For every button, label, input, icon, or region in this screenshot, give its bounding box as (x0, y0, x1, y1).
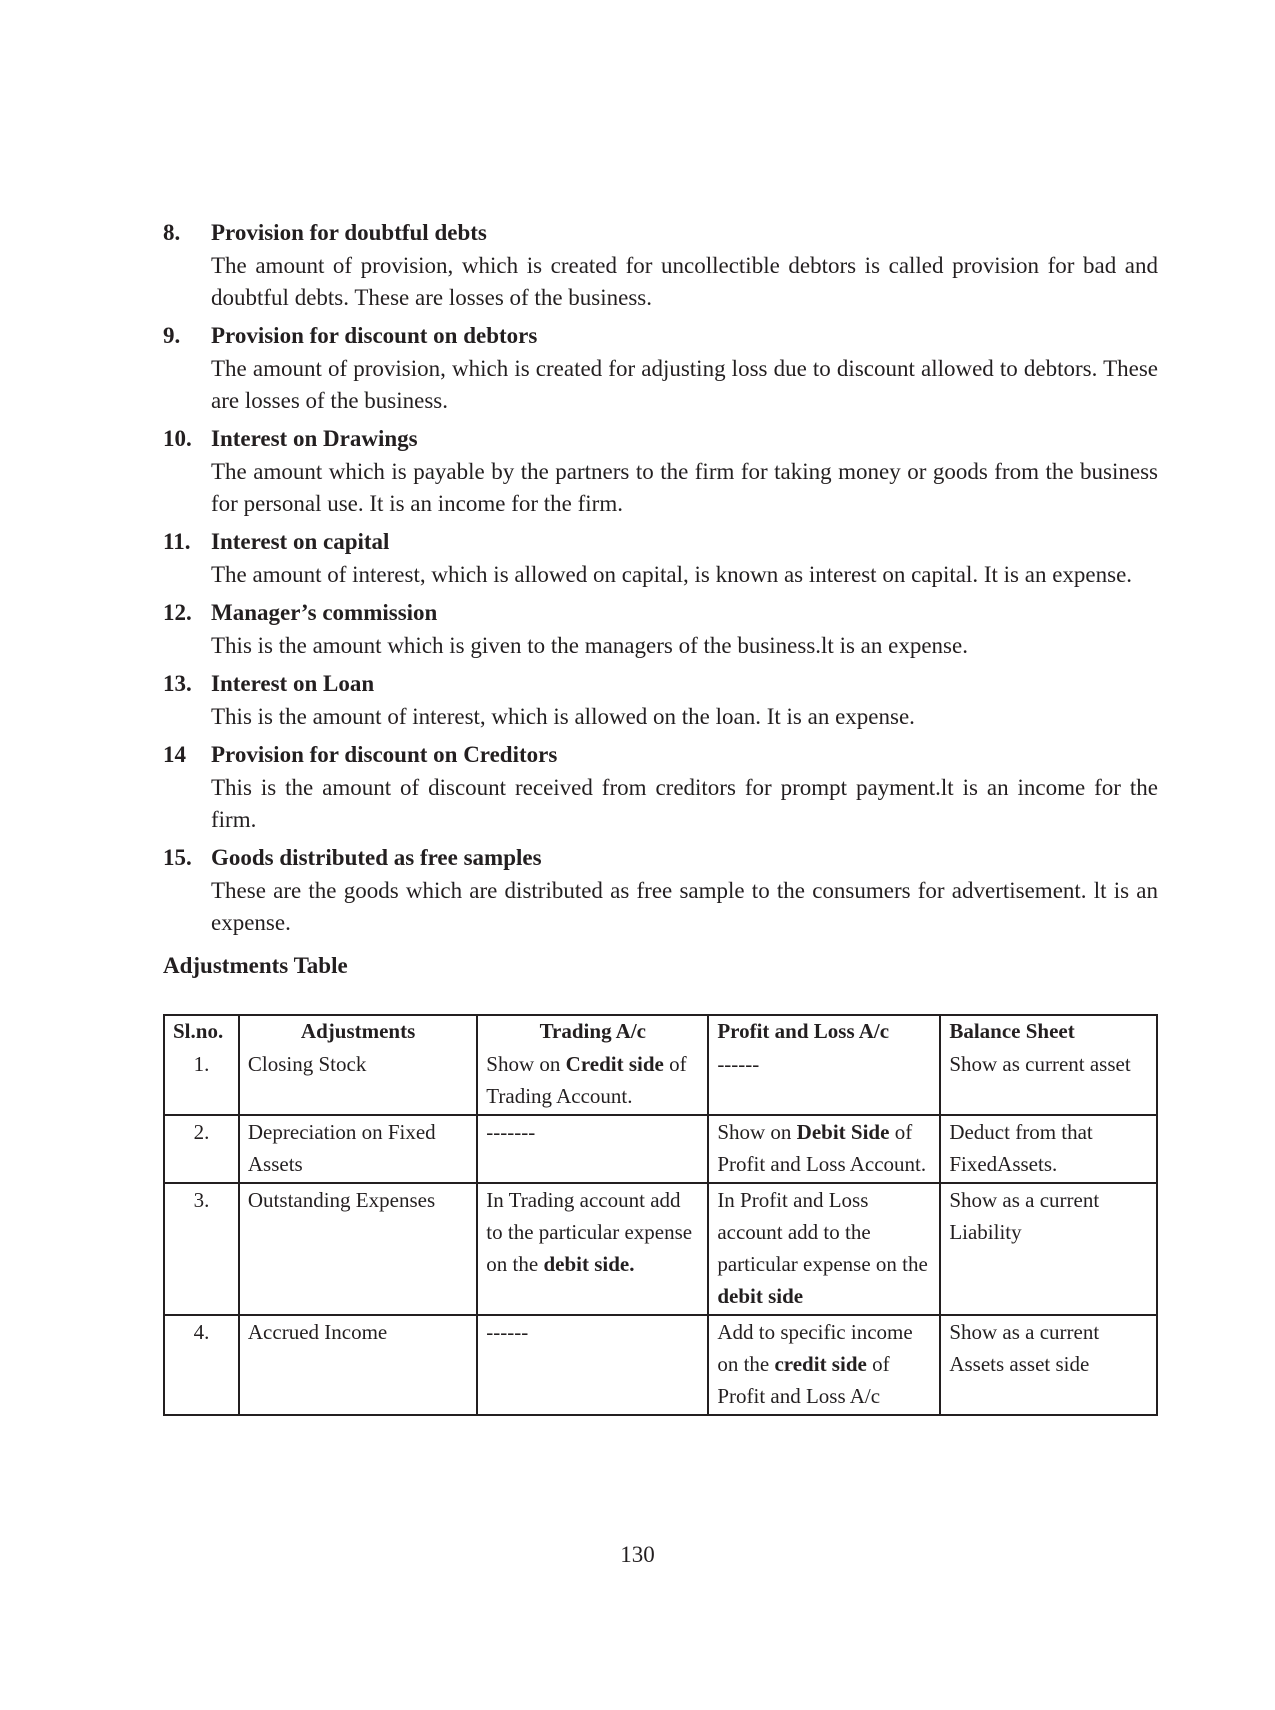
cell-balance-sheet: Deduct from that FixedAssets. (940, 1115, 1157, 1183)
cell-sl: 4. (164, 1315, 239, 1415)
item-title: Manager’s commission (211, 600, 438, 625)
cell-adjustment: Depreciation on Fixed Assets (239, 1115, 477, 1183)
definition-item (163, 740, 1158, 836)
item-body: These are the goods which are distributed as free sample to the consumers for advertisement. lt is an expense. (211, 878, 1158, 935)
item-title: Goods distributed as free samples (211, 845, 542, 870)
cell-balance-sheet: Show as a current Assets asset side (940, 1315, 1157, 1415)
cell-balance-sheet: Show as a current Liability (940, 1183, 1157, 1315)
header-balance-sheet: Balance Sheet (940, 1015, 1157, 1048)
table-row (164, 1315, 1157, 1415)
item-title: Provision for discount on Creditors (211, 742, 558, 767)
item-title: Interest on Drawings (211, 426, 418, 451)
definitions-section (163, 218, 1158, 981)
item-body: The amount of provision, which is created for adjusting loss due to discount allowed to debtors. These are losses of the business. (211, 356, 1158, 413)
definition-item (163, 843, 1158, 939)
cell-sl: 1. (164, 1048, 239, 1115)
item-body: The amount which is payable by the partners to the firm for taking money or goods from the business for personal use. It is an income for the firm. (211, 459, 1158, 516)
cell-sl: 3. (164, 1183, 239, 1315)
cell-trading: ------- (477, 1115, 708, 1183)
page-number: 130 (620, 1542, 655, 1567)
cell-sl: 2. (164, 1115, 239, 1183)
definition-item (163, 598, 1158, 662)
cell-balance-sheet: Show as current asset (940, 1048, 1157, 1115)
item-number: 9. (163, 323, 181, 348)
item-body: This is the amount which is given to the managers of the business.lt is an expense. (211, 633, 968, 658)
cell-profit-loss: Show on Debit Side of Profit and Loss Account. (708, 1115, 940, 1183)
cell-profit-loss: Add to specific income on the credit side of Profit and Loss A/c (708, 1315, 940, 1415)
item-number: 11. (163, 529, 191, 554)
table-row (164, 1183, 1157, 1315)
item-number: 15. (163, 845, 192, 870)
item-number: 8. (163, 220, 181, 245)
table-row (164, 1048, 1157, 1115)
definition-item (163, 424, 1158, 520)
cell-trading: Show on Credit side of Trading Account. (477, 1048, 708, 1115)
item-body: This is the amount of discount received from creditors for prompt payment.lt is an income for the firm. (211, 775, 1158, 832)
item-body: This is the amount of interest, which is allowed on the loan. It is an expense. (211, 704, 915, 729)
definition-item (163, 218, 1158, 314)
header-adjustments: Adjustments (239, 1015, 477, 1048)
adjustments-table (163, 1014, 1158, 1416)
item-title: Provision for discount on debtors (211, 323, 538, 348)
item-title: Interest on Loan (211, 671, 375, 696)
cell-trading: ------ (477, 1315, 708, 1415)
item-body: The amount of provision, which is created for uncollectible debtors is called provision for bad and doubtful debts. These are losses of the business. (211, 253, 1158, 310)
definition-item (163, 527, 1158, 591)
cell-profit-loss: In Profit and Loss account add to the particular expense on the debit side (708, 1183, 940, 1315)
definition-item (163, 321, 1158, 417)
header-sl-no: Sl.no. (164, 1015, 239, 1048)
item-number: 14 (163, 742, 186, 767)
definition-item (163, 669, 1158, 733)
table-row (164, 1115, 1157, 1183)
table-header-row (164, 1015, 1157, 1048)
cell-adjustment: Accrued Income (239, 1315, 477, 1415)
cell-profit-loss: ------ (708, 1048, 940, 1115)
item-title: Interest on capital (211, 529, 390, 554)
item-number: 13. (163, 671, 192, 696)
item-body: The amount of interest, which is allowed on capital, is known as interest on capital. It is an expense. (211, 562, 1133, 587)
item-number: 10. (163, 426, 192, 451)
cell-adjustment: Closing Stock (239, 1048, 477, 1115)
header-profit-loss: Profit and Loss A/c (708, 1015, 940, 1048)
item-number: 12. (163, 600, 192, 625)
item-title: Provision for doubtful debts (211, 220, 487, 245)
table-title: Adjustments Table (163, 953, 348, 978)
cell-adjustment: Outstanding Expenses (239, 1183, 477, 1315)
header-trading: Trading A/c (477, 1015, 708, 1048)
cell-trading: In Trading account add to the particular expense on the debit side. (477, 1183, 708, 1315)
